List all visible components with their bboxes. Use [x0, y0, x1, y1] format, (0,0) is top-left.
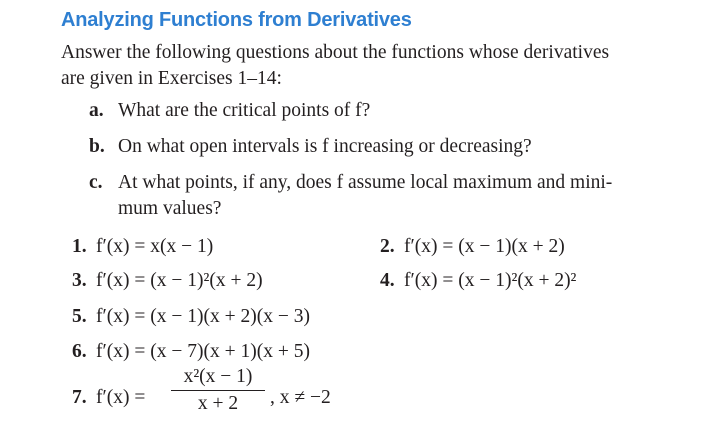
part-letter: c. [89, 172, 103, 193]
question-part-a [89, 100, 370, 122]
exercise-number: 5. [72, 306, 87, 327]
part-text: At what points, if any, does f assume local maximum and mini- [118, 172, 613, 193]
exercise-number: 6. [72, 341, 87, 362]
fraction-denominator: x + 2 [197, 393, 239, 415]
fraction [168, 366, 268, 415]
intro-line-2: are given in Exercises 1–14: [61, 68, 282, 89]
exercise-number: 4. [380, 270, 395, 291]
part-letter: b. [89, 136, 105, 157]
part-letter: a. [89, 100, 104, 121]
exercise-number: 7. [72, 387, 87, 408]
fraction-bar [171, 390, 265, 391]
exercise-number: 2. [380, 236, 395, 257]
exercise-condition: , x ≠ −2 [270, 387, 331, 408]
exercise-lhs: f′(x) = [96, 387, 146, 408]
intro-line-1: Answer the following questions about the functions whose derivatives [61, 42, 610, 63]
intro-paragraph [61, 40, 701, 92]
question-part-b [89, 136, 532, 158]
fraction-numerator: x²(x − 1) [183, 366, 253, 387]
exercise-3 [72, 270, 263, 292]
exercise-expression: f′(x) = (x − 7)(x + 1)(x + 5) [96, 341, 310, 362]
exercise-number: 3. [72, 270, 87, 291]
part-text: What are the critical points of f? [118, 100, 371, 121]
exercise-4 [380, 270, 576, 292]
exercise-number: 1. [72, 236, 87, 257]
exercise-5 [72, 306, 310, 328]
exercise-expression: f′(x) = x(x − 1) [96, 236, 214, 257]
exercise-2 [380, 236, 565, 258]
part-text-continuation: mum values? [118, 198, 222, 219]
question-part-c [89, 172, 612, 220]
exercise-6 [72, 341, 310, 363]
exercise-expression: f′(x) = (x − 1)(x + 2)(x − 3) [96, 306, 310, 327]
exercise-expression: f′(x) = (x − 1)(x + 2) [404, 236, 565, 257]
exercise-expression: f′(x) = (x − 1)²(x + 2)² [404, 270, 577, 291]
section-heading: Analyzing Functions from Derivatives [61, 9, 412, 31]
part-text: On what open intervals is f increasing or decreasing? [118, 136, 532, 157]
exercise-1 [72, 236, 213, 258]
exercise-expression: f′(x) = (x − 1)²(x + 2) [96, 270, 263, 291]
